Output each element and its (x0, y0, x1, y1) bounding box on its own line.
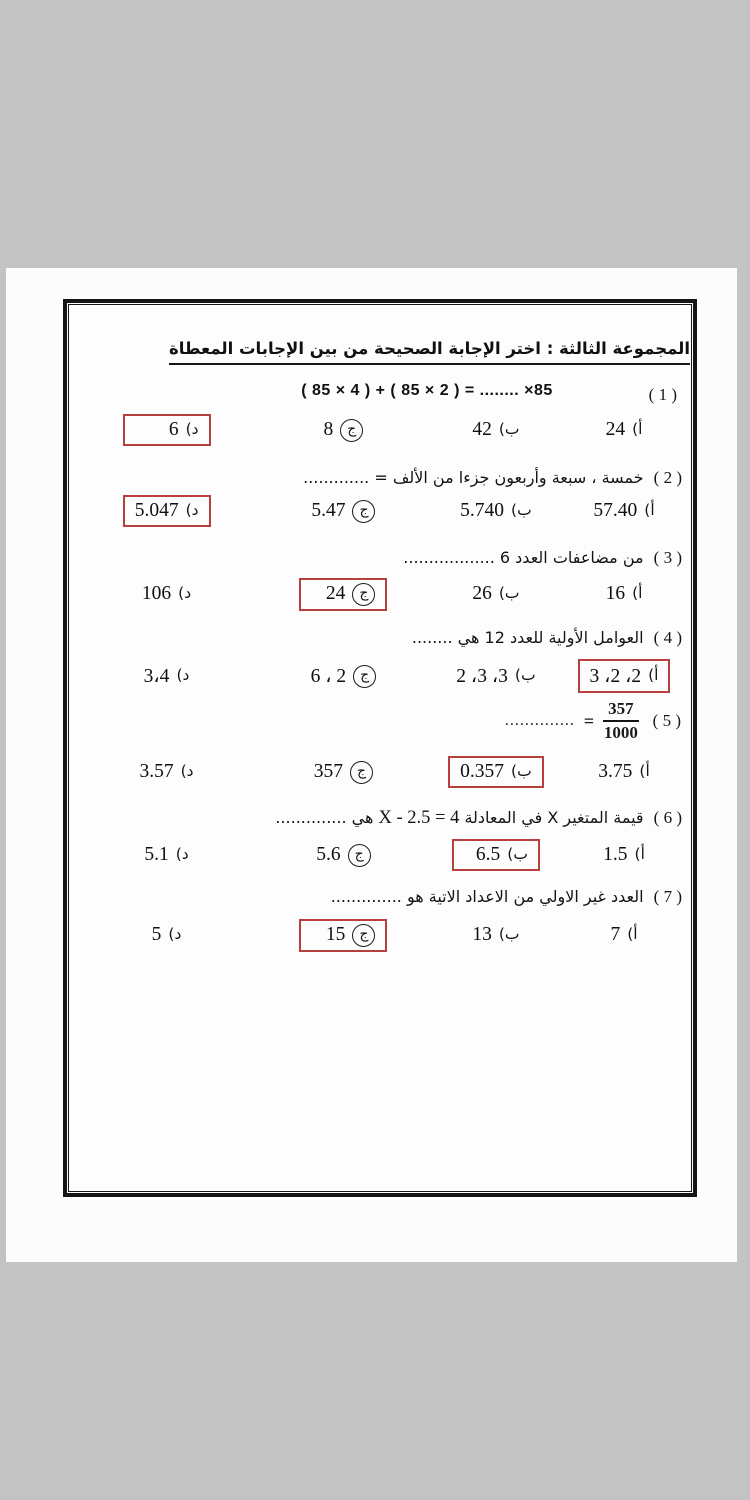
title-row (69, 339, 691, 365)
worksheet-frame (63, 299, 697, 1197)
question-number: ( 3 ) (653, 548, 682, 567)
option-value: 42 (472, 419, 492, 440)
option-value: 3،4 (143, 666, 170, 687)
option-value: 24 (325, 583, 346, 604)
question-text: خمسة ، سبعة وأربعون جزءا من الألف = ............. (303, 468, 644, 487)
option-value: 5.1 (144, 844, 169, 865)
question-equation: ( 85 × 4 ) + ( 85 × 2 ) = ........ ×85 (301, 382, 553, 399)
option-letter: ب) (498, 925, 520, 944)
option-letter-circled: ج (353, 665, 376, 688)
option-a-correct (578, 659, 671, 693)
answer-dots: .............. (504, 712, 575, 730)
option-d (144, 664, 190, 688)
option-letter: أ) (639, 762, 650, 781)
question-4-options (69, 656, 691, 696)
question-1-options (69, 410, 691, 450)
fraction-denominator: 1000 (603, 723, 638, 743)
question-2-options (69, 491, 691, 531)
option-d-correct (123, 495, 211, 527)
option-c (311, 500, 375, 523)
option-letter: ب) (498, 420, 520, 439)
question-number: ( 5 ) (652, 711, 681, 731)
question-text: من مضاعفات العدد 6 .................. (403, 548, 644, 567)
option-value: 5.6 (316, 844, 341, 865)
option-letter: ب) (498, 584, 520, 603)
worksheet-page (6, 268, 737, 1262)
option-value: 0.357 (460, 761, 505, 782)
option-letter-circled: ج (352, 500, 375, 523)
worksheet-frame-inner-border (68, 304, 692, 1192)
question-number: ( 1 ) (648, 385, 677, 404)
option-a (606, 419, 643, 441)
option-value: 6 (168, 419, 179, 440)
option-letter: د) (178, 584, 192, 603)
option-letter: ب) (511, 501, 532, 520)
option-b (472, 583, 519, 605)
option-letter: أ) (634, 845, 645, 864)
option-value: 3 ،2 ،2 (589, 666, 642, 687)
option-value: 5.047 (134, 500, 179, 521)
option-value: 16 (605, 583, 626, 604)
option-value: 15 (325, 924, 346, 945)
equals-sign: = (583, 710, 595, 731)
question-number: ( 6 ) (653, 808, 682, 827)
option-value: 5.740 (460, 500, 505, 521)
question-6-options (69, 835, 691, 875)
option-c (324, 419, 364, 442)
option-c (311, 664, 377, 688)
question-text: العدد غير الاولي من الاعداد الاتية هو .............. (330, 887, 644, 906)
option-letter: ب) (507, 845, 528, 864)
option-letter-circled: ج (348, 844, 371, 867)
option-value: 3.75 (598, 761, 633, 782)
option-c (314, 761, 373, 784)
question-equation: X - 2.5 = 4 (378, 808, 460, 828)
option-value: 6 ، 2 (310, 666, 347, 687)
option-b (460, 500, 532, 522)
option-d (152, 924, 182, 946)
page-title: المجموعة الثالثة : اختر الإجابة الصحيحة من بين الإجابات المعطاة (169, 339, 690, 365)
option-b-correct (448, 756, 544, 788)
option-letter: أ) (644, 501, 655, 520)
option-value: 5.47 (311, 500, 346, 521)
option-value: 6.5 (475, 844, 501, 865)
option-letter: أ) (632, 420, 643, 439)
fraction-numerator: 357 (603, 699, 639, 722)
option-letter: ب) (511, 762, 532, 781)
option-d (142, 583, 191, 605)
option-letter: ب) (514, 666, 536, 685)
option-value: 13 (472, 924, 492, 945)
question-6-header (69, 805, 691, 831)
fraction (603, 699, 639, 744)
option-letter: د) (168, 925, 182, 944)
option-b (456, 664, 535, 688)
option-c-correct (299, 578, 387, 611)
question-7-header (69, 884, 691, 910)
option-d-correct (123, 414, 211, 446)
question-text: العوامل الأولية للعدد 12 هي ........ (411, 628, 644, 647)
option-value: 26 (472, 583, 492, 604)
option-letter: د) (185, 501, 199, 520)
option-a (598, 761, 649, 783)
option-letter: أ) (627, 925, 638, 944)
option-value: 2 ،3 ،3 (456, 666, 508, 687)
option-a (593, 500, 654, 522)
option-letter: أ) (648, 666, 659, 685)
option-value: 8 (323, 419, 334, 440)
question-number: ( 4 ) (653, 628, 682, 647)
option-a (603, 844, 645, 866)
option-value: 3.57 (139, 761, 174, 782)
option-letter-circled: ج (352, 583, 375, 606)
option-c (316, 844, 370, 867)
question-text-after: هي .............. (275, 808, 374, 827)
option-value: 357 (313, 761, 344, 782)
option-b-correct (452, 839, 540, 871)
option-d (139, 761, 193, 783)
option-letter: د) (175, 845, 189, 864)
option-a (606, 583, 643, 605)
option-value: 57.40 (593, 500, 638, 521)
option-letter: أ) (632, 584, 643, 603)
question-number: ( 2 ) (653, 468, 682, 487)
option-value: 5 (151, 924, 162, 945)
question-4-header (69, 625, 691, 651)
option-d (144, 844, 188, 866)
option-value: 24 (605, 419, 626, 440)
option-letter: د) (185, 420, 199, 439)
option-c-correct (299, 919, 387, 952)
option-letter-circled: ج (350, 761, 373, 784)
option-letter: د) (180, 762, 194, 781)
option-a (610, 924, 637, 946)
question-5-options (69, 752, 691, 792)
question-3-header (69, 545, 691, 571)
option-letter-circled: ج (340, 419, 363, 442)
option-value: 106 (141, 583, 172, 604)
option-letter-circled: ج (352, 924, 375, 947)
question-5-header (69, 699, 691, 744)
question-text-before: قيمة المتغير X في المعادلة (464, 808, 644, 827)
option-value: 7 (610, 924, 621, 945)
option-letter: د) (176, 666, 190, 685)
option-value: 1.5 (603, 844, 628, 865)
question-1-header (69, 382, 691, 408)
question-7-options (69, 915, 691, 955)
option-b (472, 924, 519, 946)
question-3-options (69, 574, 691, 614)
question-2-header (69, 465, 691, 491)
question-number: ( 7 ) (653, 887, 682, 906)
option-b (472, 419, 519, 441)
